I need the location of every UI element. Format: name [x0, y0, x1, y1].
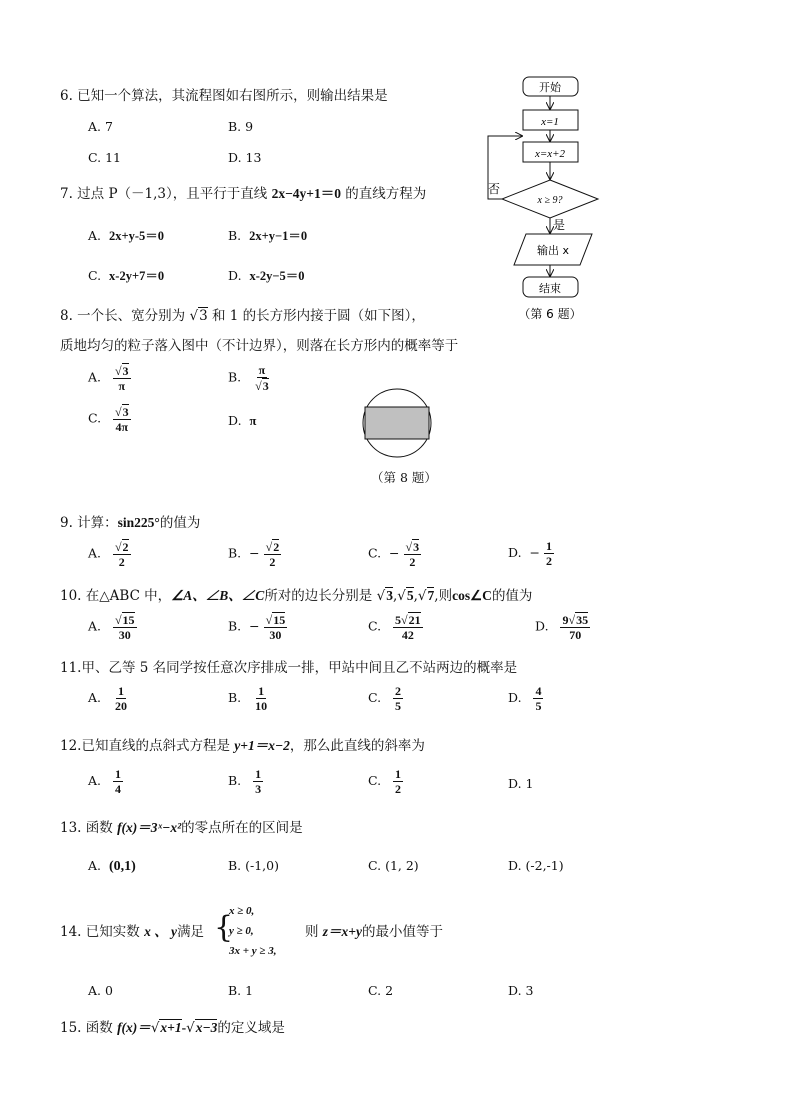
- q8-b-den: 3: [262, 379, 269, 393]
- q14-constraint-3: 3x + y ≥ 3,: [229, 945, 277, 957]
- q9-expression: sin225°: [117, 515, 160, 530]
- q7-option-b: [228, 226, 307, 244]
- q7-a-label: A.: [88, 228, 102, 243]
- q13-function: f(x)＝3ˣ−x²: [117, 820, 182, 835]
- q9-d-label: D.: [508, 545, 522, 560]
- q9-d-num: 1: [545, 539, 552, 553]
- q10-stem-mid: 所对的边长分别是: [264, 588, 377, 604]
- q15-stem-text: 15. 函数: [60, 1020, 118, 1036]
- q8-stem: 8. 一个长、宽分别为 √3 和 1 的长方形内接于圆（如下图），: [60, 308, 425, 324]
- q11-d-num: 4: [535, 684, 542, 698]
- q14-stem-mid: 满足: [177, 924, 205, 940]
- q14-stem-text: 14. 已知实数: [60, 924, 145, 940]
- q13-a-label: A.: [88, 858, 102, 873]
- q14-option-d: D. 3: [508, 983, 534, 998]
- q9-d-sign: −: [529, 545, 540, 560]
- q9-d-fraction: [544, 539, 554, 568]
- q9-b-label: B.: [228, 545, 242, 561]
- q7-d-value: x-2y−5＝0: [249, 269, 305, 283]
- q12-a-label: A.: [88, 773, 102, 788]
- q10-b-sign: −: [249, 618, 260, 634]
- q12-b-fraction: [253, 767, 263, 796]
- flow-update-text: x=x+2: [534, 148, 566, 160]
- flow-init-text: x=1: [541, 116, 559, 128]
- q8-a-den: π: [118, 379, 126, 393]
- q12-c-label: C.: [368, 773, 382, 788]
- q14-option-b: B. 1: [228, 983, 254, 998]
- q8-caption: （第 8 题）: [371, 470, 437, 485]
- q9-c-sign: −: [389, 545, 400, 561]
- q14-option-a: A. 0: [88, 983, 113, 998]
- q8-c-label: C.: [88, 410, 102, 426]
- q13-a-value: (0,1): [108, 859, 136, 874]
- q7-option-a: [88, 226, 164, 244]
- q7-a-value: 2x+y-5＝0: [108, 229, 165, 243]
- q10-stem: 10. 在△ABC 中，∠A、∠B、∠C所对的边长分别是 √3,√5,√7,则cos∠C的值为: [60, 588, 533, 604]
- q8-sqrt3: 3: [199, 308, 208, 324]
- q9-option-c: [368, 539, 421, 569]
- q9-option-a: [88, 539, 131, 569]
- q15-function: f(x)＝: [117, 1020, 151, 1035]
- q9-a-den: 2: [118, 555, 125, 569]
- q11-option-b: [228, 684, 269, 713]
- q10-c-fraction: $\frac{5√21}{42}$: [395, 613, 421, 642]
- q10-c-den: 42: [401, 628, 414, 642]
- q8-c-num: 3: [122, 405, 129, 419]
- q10-c-coef: 5: [395, 613, 402, 627]
- q15-stem: 15. 函数 f(x)＝√x+1-√x−3的定义域是: [60, 1020, 285, 1036]
- q13-option-c: C. (1, 2): [368, 858, 419, 873]
- q10-d-num: 35: [576, 613, 589, 627]
- q11-b-label: B.: [228, 690, 242, 705]
- q10-d-coef: 9: [562, 613, 569, 627]
- q14-stem: [60, 920, 204, 940]
- q9-option-b: [228, 539, 281, 569]
- q8-b-fraction: $\frac{\pi}{√3}$: [255, 363, 269, 393]
- q11-b-num: 1: [258, 684, 265, 698]
- q11-c-label: C.: [368, 690, 382, 705]
- q11-c-num: 2: [395, 684, 402, 698]
- q7-stem-tail: 的直线方程为: [340, 186, 427, 202]
- q6-option-c: C. 11: [88, 150, 121, 165]
- flowchart-diagram: [480, 70, 610, 330]
- q12-b-num: 1: [255, 767, 262, 781]
- q12-option-a: [88, 767, 123, 796]
- q11-b-den: 10: [255, 699, 268, 713]
- q9-a-fraction: $\frac{√2}{2}$: [114, 540, 129, 569]
- q10-option-b: [228, 612, 287, 642]
- q7-b-value: 2x+y−1＝0: [249, 229, 308, 243]
- q8-c-fraction: $\frac{√3}{4\pi}$: [115, 405, 129, 434]
- q12-option-b: [228, 767, 263, 796]
- q8-stem-line2: 质地均匀的粒子落入图中（不计边界），则落在长方形内的概率等于: [60, 338, 459, 354]
- q10-c-label: C.: [368, 618, 382, 634]
- q9-b-num: 2: [273, 540, 280, 554]
- q8-circle-rectangle-figure: [360, 387, 434, 459]
- q8-a-label: A.: [88, 369, 102, 385]
- q12-a-num: 1: [114, 767, 121, 781]
- q11-c-den: 5: [395, 699, 402, 713]
- q14-stem-c: 则: [305, 924, 323, 940]
- q10-c-num: 21: [408, 613, 421, 627]
- q13-option-a: [88, 858, 136, 875]
- q10-expression: cos∠C: [452, 588, 492, 603]
- q15-stem-tail: 的定义域是: [217, 1020, 285, 1036]
- q6-stem: 6. 已知一个算法，其流程图如右图所示，则输出结果是: [60, 88, 388, 104]
- q12-option-c: [368, 767, 403, 796]
- q11-a-label: A.: [88, 690, 102, 705]
- q6-option-d: D. 13: [228, 150, 262, 165]
- q7-option-c: [88, 266, 164, 284]
- q7-line-equation: 2x−4y+1＝0: [271, 186, 341, 201]
- q7-c-value: x-2y+7＝0: [109, 269, 165, 283]
- q9-option-d: [508, 539, 554, 568]
- flow-end-text: 结束: [539, 282, 561, 295]
- q14-constraints: [229, 901, 276, 961]
- q7-d-label: D.: [228, 268, 242, 283]
- q9-c-den: 2: [409, 555, 416, 569]
- q13-option-d: D. (-2,-1): [508, 858, 564, 873]
- q14-objective: [305, 920, 443, 940]
- q10-option-d: [535, 612, 590, 642]
- q11-stem: 11.甲、乙等 5 名同学按任意次序排成一排，甲站中间且乙不站两边的概率是: [60, 660, 518, 676]
- q11-a-den: 20: [114, 699, 127, 713]
- q10-option-a: [88, 612, 137, 642]
- q9-c-num: 3: [413, 540, 420, 554]
- q7-c-label: C.: [88, 268, 102, 283]
- q9-stem: [60, 511, 200, 531]
- q14-brace: {: [214, 910, 234, 945]
- q10-a-den: 30: [118, 628, 131, 642]
- q13-stem: [60, 816, 303, 836]
- q9-stem-tail: 的值为: [159, 515, 201, 531]
- q14-constraint-1: x ≥ 0,: [229, 905, 255, 917]
- flow-condition-text: x ≥ 9?: [537, 195, 563, 206]
- q15-radicand-1: x+1: [160, 1020, 182, 1035]
- q8-option-c: [88, 404, 131, 434]
- q10-b-fraction: $\frac{√15}{30}$: [265, 613, 286, 642]
- q8-stem-tail: 和 1 的长方形内接于圆（如下图），: [207, 308, 425, 324]
- q7-option-d: [228, 266, 305, 284]
- q10-stem-text: 10. 在△ABC 中，: [60, 588, 172, 604]
- q10-b-den: 30: [269, 628, 282, 642]
- q9-d-den: 2: [545, 554, 552, 568]
- q12-equation: y+1＝x−2: [234, 738, 290, 753]
- q9-a-num: 2: [122, 540, 129, 554]
- q10-side-2: 5: [406, 588, 414, 603]
- q11-a-fraction: [113, 684, 129, 713]
- q8-d-value: π: [249, 414, 257, 428]
- q11-option-d: [508, 684, 543, 713]
- q10-a-label: A.: [88, 618, 102, 634]
- q10-d-fraction: $\frac{9√35}{70}$: [562, 613, 589, 642]
- q10-d-den: 70: [569, 628, 582, 642]
- q11-option-a: [88, 684, 129, 713]
- q6-option-b: B. 9: [228, 119, 254, 134]
- q8-b-label: B.: [228, 369, 242, 385]
- q8-b-num: π: [258, 363, 266, 377]
- q10-stem-c: ,则: [434, 588, 453, 604]
- q7-stem-text: 7. 过点 P（－1,3），且平行于直线: [60, 186, 272, 202]
- q12-c-num: 1: [395, 767, 402, 781]
- flow-yes-label: 是: [553, 218, 566, 232]
- q14-variables: x 、 y: [144, 924, 178, 939]
- q11-a-num: 1: [117, 684, 124, 698]
- q9-a-label: A.: [88, 545, 102, 561]
- q11-c-fraction: [393, 684, 403, 713]
- flow-output-text: 输出 x: [536, 244, 570, 257]
- q8-option-d: [228, 413, 256, 429]
- q10-b-num: 15: [273, 613, 286, 627]
- flow-no-label: 否: [488, 182, 501, 196]
- q14-objective-expr: z＝x+y: [322, 924, 362, 939]
- q9-b-fraction: $\frac{√2}{2}$: [265, 540, 280, 569]
- q12-stem-tail: ，那么此直线的斜率为: [289, 738, 425, 754]
- q12-a-fraction: [113, 767, 123, 796]
- q10-d-label: D.: [535, 618, 549, 634]
- q11-d-den: 5: [535, 699, 542, 713]
- flow-caption: （第 6 题）: [518, 307, 582, 321]
- q12-b-den: 3: [255, 782, 262, 796]
- q8-a-fraction: $\frac{√3}{\pi}$: [114, 364, 129, 393]
- q13-stem-tail: 的零点所在的区间是: [181, 820, 303, 836]
- q9-c-label: C.: [368, 545, 382, 561]
- q12-c-den: 2: [395, 782, 402, 796]
- q9-b-sign: −: [249, 545, 260, 561]
- q10-b-label: B.: [228, 618, 242, 634]
- q15-minus: -: [181, 1020, 187, 1035]
- q12-stem: [60, 734, 425, 754]
- q7-b-label: B.: [228, 228, 242, 243]
- q9-c-fraction: $\frac{√3}{2}$: [405, 540, 420, 569]
- q12-a-den: 4: [114, 782, 121, 796]
- q10-stem-tail: 的值为: [491, 588, 533, 604]
- q10-side-1: 3: [386, 588, 393, 603]
- q15-radicand-2: x−3: [195, 1020, 218, 1035]
- q14-option-c: C. 2: [368, 983, 394, 998]
- q8-rectangle: [365, 407, 429, 439]
- q7-stem: [60, 182, 426, 202]
- q11-d-label: D.: [508, 690, 522, 705]
- q11-d-fraction: [533, 684, 543, 713]
- q10-a-num: 15: [122, 613, 135, 627]
- q10-side-3: 7: [427, 588, 435, 603]
- q8-c-den: 4π: [115, 420, 129, 434]
- q11-b-fraction: [253, 684, 269, 713]
- q8-stem-text: 8. 一个长、宽分别为: [60, 308, 190, 324]
- q13-option-b: B. (-1,0): [228, 858, 279, 873]
- q12-option-d: D. 1: [508, 776, 534, 791]
- q8-a-num: 3: [122, 364, 129, 378]
- q9-stem-text: 9. 计算：: [60, 515, 118, 531]
- q12-b-label: B.: [228, 773, 242, 788]
- q8-d-label: D.: [228, 413, 242, 428]
- q12-stem-text: 12.已知直线的点斜式方程是: [60, 738, 235, 754]
- q10-option-c: [368, 612, 423, 642]
- q11-option-c: [368, 684, 403, 713]
- q8-option-a: [88, 363, 131, 393]
- q8-option-b: [228, 363, 271, 393]
- q13-stem-text: 13. 函数: [60, 820, 118, 836]
- q14-stem-tail: 的最小值等于: [362, 924, 443, 940]
- q12-c-fraction: [393, 767, 403, 796]
- flow-start-text: 开始: [539, 81, 561, 94]
- q9-b-den: 2: [269, 555, 276, 569]
- q10-angles: ∠A、∠B、∠C: [171, 588, 265, 603]
- q6-option-a: A. 7: [88, 119, 113, 134]
- q14-constraint-2: y ≥ 0,: [229, 925, 254, 937]
- q10-a-fraction: $\frac{√15}{30}$: [114, 613, 135, 642]
